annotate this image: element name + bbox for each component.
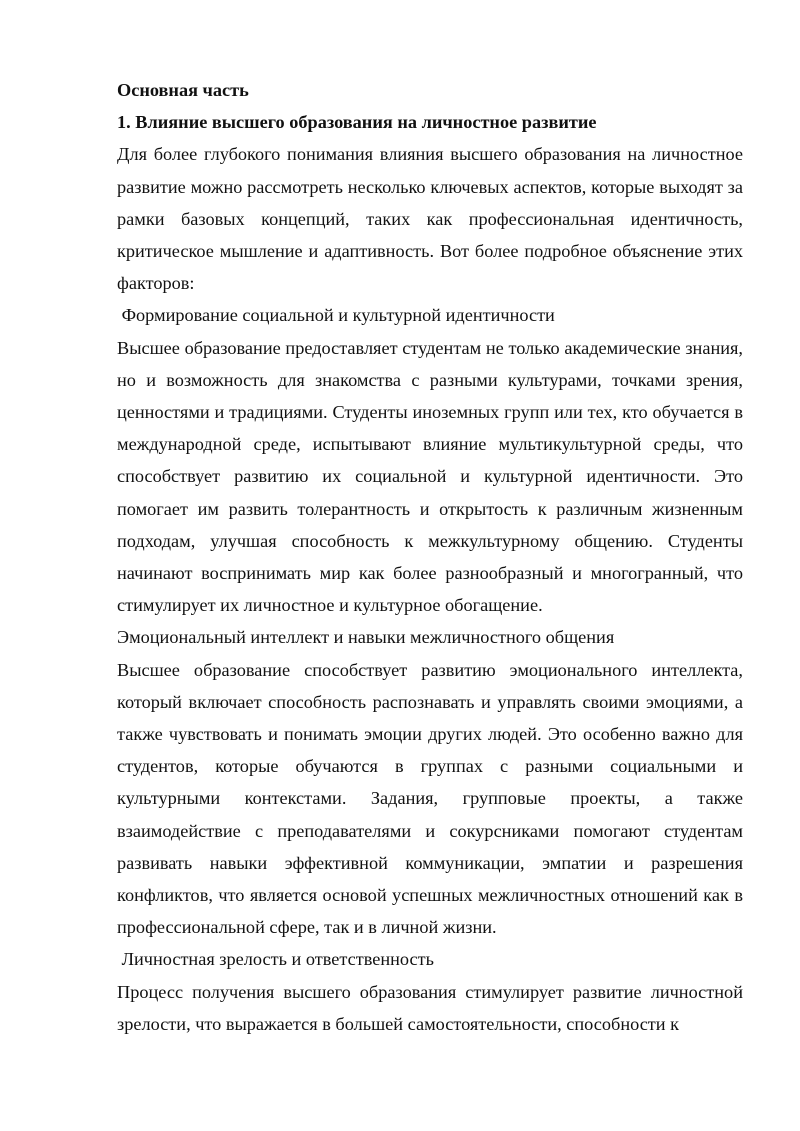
- section-title: Основная часть: [117, 80, 249, 100]
- subsection-title-emotional-intelligence: Эмоциональный интеллект и навыки межличностного общения: [117, 627, 615, 648]
- paragraph-emotional-intelligence: Высшее образование способствует развитию эмоционального интеллекта, который включает способность распознавать и управлять своими эмоциями, а также чувствовать и понимать эмоции других людей. Это особенно важно для студентов, которые обучаются в группах с разными социальными и культурными контекстами. Задания, групповые проекты, а также взаимодействие с преподавателями и сокурсниками помогают студентам развивать навыки эффективной коммуникации, эмпатии и разрешения конфликтов, что является основой успешных межличностных отношений как в профессиональной сфере, так и в личной жизни.: [117, 659, 743, 938]
- subsection-title-identity: Формирование социальной и культурной идентичности: [117, 305, 555, 326]
- subsection-title-maturity: Личностная зрелость и ответственность: [117, 949, 434, 970]
- paragraph-identity: Высшее образование предоставляет студентам не только академические знания, но и возможность для знакомства с разными культурами, точками зрения, ценностями и традициями. Студенты иноземных групп или тех, кто обучается в международной среде, испытывают влияние мультикультурной среды, что способствует развитию их социальной и культурной идентичности. Это помогает им развить толерантность и открытость к различным жизненным подходам, улучшая способность к межкультурному общению. Студенты начинают воспринимать мир как более разнообразный и многогранный, что стимулирует их личностное и культурное обогащение.: [117, 337, 743, 616]
- chapter-heading: 1. Влияние высшего образования на личностное развитие: [117, 112, 597, 133]
- document-page: [117, 74, 743, 1040]
- intro-paragraph: Для более глубокого понимания влияния высшего образования на личностное развитие можно рассмотреть несколько ключевых аспектов, которые выходят за рамки базовых концепций, таких как профессиональная идентичность, критическое мышление и адаптивность. Вот более подробное объяснение этих факторов:: [117, 144, 743, 294]
- paragraph-maturity: Процесс получения высшего образования стимулирует развитие личностной зрелости, что выражается в большей самостоятельности, способности к: [117, 981, 743, 1034]
